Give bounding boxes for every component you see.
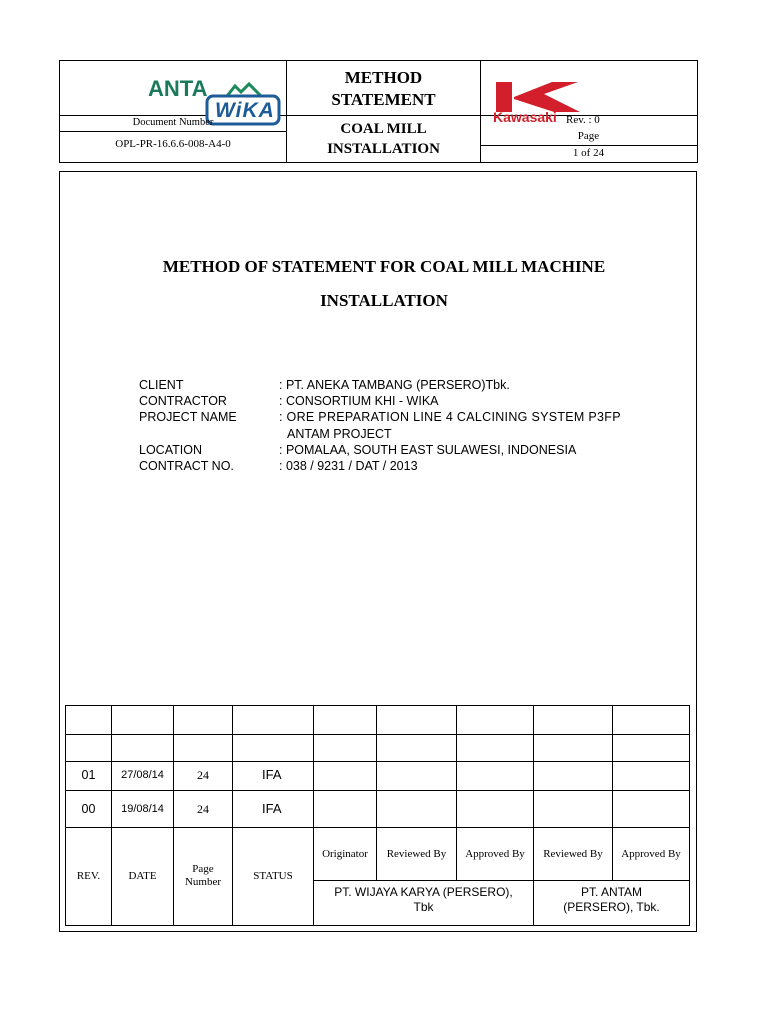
col-header-page-number <box>174 863 232 889</box>
info-row-contractor <box>139 393 699 409</box>
rev-value: Rev. : 0 <box>566 114 600 126</box>
info-label: CONTRACT NO. <box>139 459 234 474</box>
info-label: LOCATION <box>139 442 202 457</box>
document-title <box>60 250 708 318</box>
status-cell: IFA <box>262 801 282 816</box>
page-label: Page <box>577 130 600 142</box>
col-header-approved-by-2: Approved By <box>621 848 681 860</box>
info-value: : CONSORTIUM KHI - WIKA <box>279 394 439 409</box>
company-antam-line2: (PERSERO), Tbk. <box>563 900 660 914</box>
info-label: CLIENT <box>139 378 184 392</box>
info-value: ANTAM PROJECT <box>287 426 392 441</box>
info-label <box>139 426 287 442</box>
rev-cell: 01 <box>81 768 96 782</box>
info-label: CONTRACTOR <box>139 394 227 409</box>
project-info <box>139 377 699 474</box>
company-wika-line1: PT. WIJAYA KARYA (PERSERO), <box>334 885 513 899</box>
doc-number: OPL-PR-16.6.6-008-A4-0 <box>115 138 231 150</box>
document-title-line2: INSTALLATION <box>320 291 448 310</box>
date-cell: 19/08/14 <box>121 803 164 815</box>
info-row-client <box>139 377 699 393</box>
antam-logo-text: ANTA <box>148 76 208 101</box>
company-antam-line1: PT. ANTAM <box>580 885 643 899</box>
company-wika-line2: Tbk <box>413 900 434 914</box>
col-header-page-line2: Number <box>184 876 222 888</box>
info-value: : 038 / 9231 / DAT / 2013 <box>279 459 418 474</box>
header-subtitle-line2: INSTALLATION <box>327 141 440 157</box>
info-row-location <box>139 442 699 458</box>
col-header-date: DATE <box>128 870 157 882</box>
info-row-project-name <box>139 409 699 425</box>
col-header-reviewed-by-2: Reviewed By <box>543 848 603 860</box>
col-header-originator: Originator <box>322 848 368 860</box>
info-value: : POMALAA, SOUTH EAST SULAWESI, INDONESIA <box>279 442 577 457</box>
pages-cell: 24 <box>197 802 209 816</box>
kawasaki-logo-text: Kawasaki <box>493 109 557 125</box>
pages-cell: 24 <box>197 768 209 782</box>
info-label: PROJECT NAME <box>139 410 237 425</box>
status-cell: IFA <box>262 767 282 782</box>
doc-number-label: Document Number <box>132 117 214 128</box>
document-title-line1: METHOD OF STATEMENT FOR COAL MILL MACHINE <box>162 257 606 276</box>
rev-cell: 00 <box>81 802 96 816</box>
header-subtitle <box>287 119 480 159</box>
header-title-line1: METHOD <box>344 68 423 87</box>
col-header-page-line1: Page <box>192 863 214 875</box>
col-header-rev: REV. <box>76 870 101 882</box>
info-row-contract-no <box>139 458 699 474</box>
info-row-project-name-cont <box>139 426 699 442</box>
date-cell: 27/08/14 <box>121 769 164 781</box>
company-wika <box>314 885 533 915</box>
info-value: : PT. ANEKA TAMBANG (PERSERO)Tbk. <box>279 378 510 392</box>
info-value: : ORE PREPARATION LINE 4 CALCINING SYSTEM P3FP <box>279 410 621 425</box>
header-title-line2: STATEMENT <box>331 90 436 109</box>
col-header-status: STATUS <box>253 870 293 882</box>
header-title <box>287 67 480 111</box>
col-header-reviewed-by-1: Reviewed By <box>386 848 447 860</box>
header-subtitle-line1: COAL MILL <box>340 121 427 137</box>
antam-logo <box>148 76 207 106</box>
page-value: 1 of 24 <box>572 147 605 159</box>
col-header-approved-by-1: Approved By <box>465 848 525 860</box>
company-antam <box>534 885 689 915</box>
wika-logo-text: WiKA <box>215 99 275 122</box>
